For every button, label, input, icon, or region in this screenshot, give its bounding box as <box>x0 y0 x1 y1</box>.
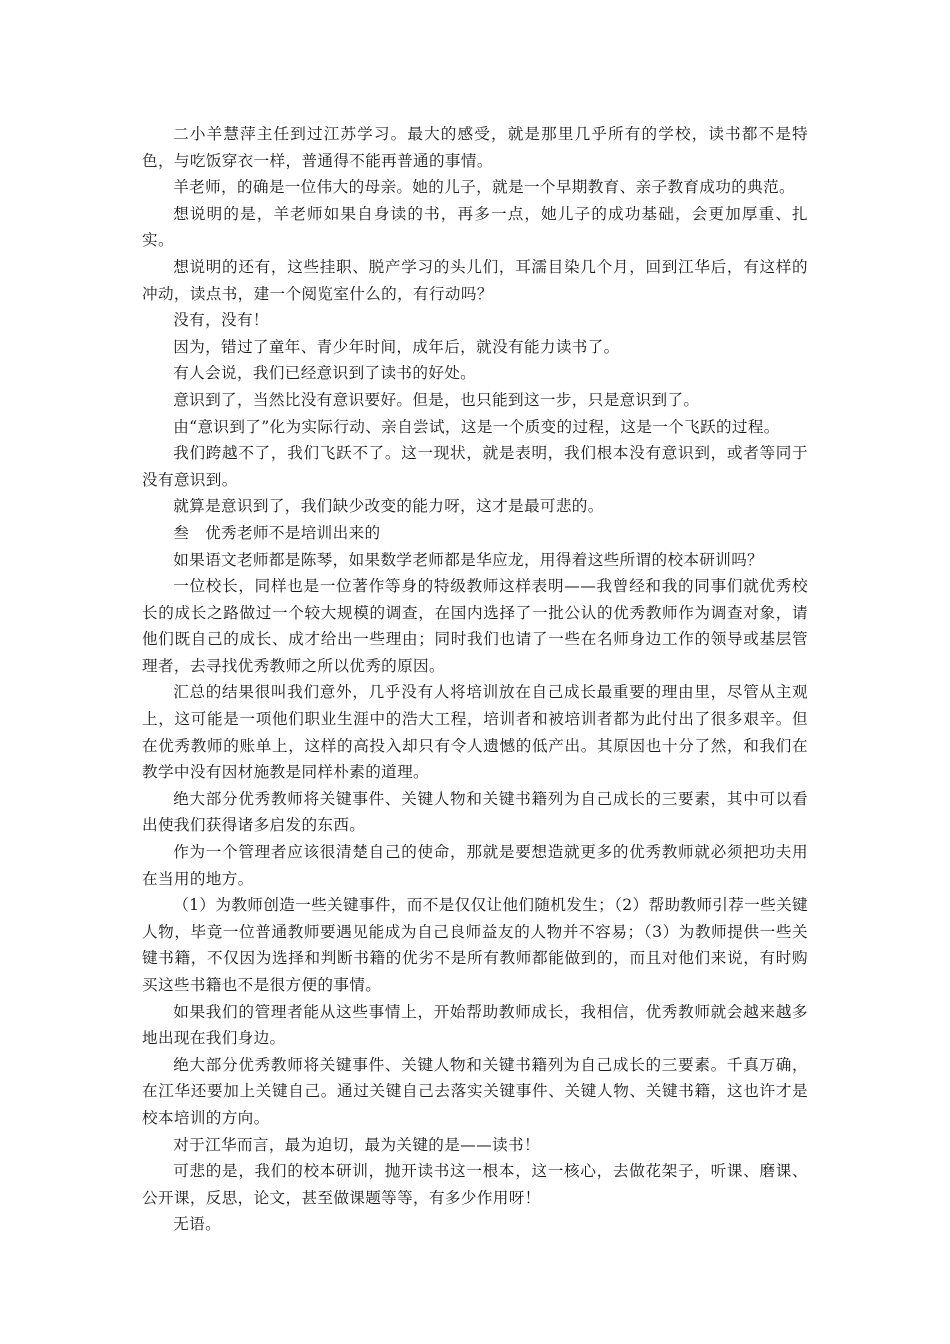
paragraph: 没有，没有！ <box>173 311 269 330</box>
paragraph: （1）为教师创造一些关键事件，而不是仅仅让他们随机发生；（2）帮助教师引荐一些关键人物，毕竟一位普通教师要遇见能成为自己良师益友的人物并不容易；（3）为教师提供一些关键书籍，不仅因为选择和判断书籍的优劣不是所有教师都能做到的，而且对他们来说，有时购买这些书籍也不是很方便的事情。 <box>142 896 808 994</box>
section-heading: 叁 优秀老师不是培训出来的 <box>173 523 381 542</box>
paragraph: 作为一个管理者应该很清楚自己的使命，那就是要想造就更多的优秀教师就必须把功夫用在当用的地方。 <box>142 843 808 888</box>
paragraph: 对于江华而言，最为迫切，最为关键的是——读书！ <box>173 1135 540 1154</box>
paragraph: 羊老师，的确是一位伟大的母亲。她的儿子，就是一个早期教育、亲子教育成功的典范。 <box>173 178 795 197</box>
paragraph: 如果我们的管理者能从这些事情上，开始帮助教师成长，我相信，优秀教师就会越来越多地出现在我们身边。 <box>142 1002 808 1048</box>
paragraph: 如果语文老师都是陈琴，如果数学老师都是华应龙，用得着这些所谓的校本研训吗？ <box>173 550 764 569</box>
paragraph: 就算是意识到了，我们缺少改变的能力呀，这才是最可悲的。 <box>173 497 604 516</box>
paragraph: 二小羊慧萍主任到过江苏学习。最大的感受，就是那里几乎所有的学校，读书都不是特色，与吃饭穿衣一样，普通得不能再普通的事情。 <box>142 125 808 170</box>
paragraph: 因为，错过了童年、青少年时间，成年后，就没有能力读书了。 <box>173 337 620 356</box>
paragraph: 无语。 <box>173 1215 222 1234</box>
paragraph: 汇总的结果很叫我们意外，几乎没有人将培训放在自己成长最重要的理由里，尽管从主观上，这可能是一项他们职业生涯中的浩大工程，培训者和被培训者都为此付出了很多艰辛。但在优秀教师的账单上，这样的高投入却只有令人遗憾的低产出。其原因也十分了然，和我们在教学中没有因材施教是同样朴素的道理。 <box>142 683 808 782</box>
document-body <box>142 121 808 1238</box>
paragraph: 意识到了，当然比没有意识要好。但是，也只能到这一步，只是意识到了。 <box>173 390 700 409</box>
paragraph: 想说明的是，羊老师如果自身读的书，再多一点，她儿子的成功基础，会更加厚重、扎实。 <box>142 204 808 250</box>
paragraph: 想说明的还有，这些挂职、脱产学习的头儿们，耳濡目染几个月，回到江华后，有这样的冲动，读点书，建一个阅览室什么的，有行动吗？ <box>142 257 808 303</box>
paragraph: 一位校长，同样也是一位著作等身的特级教师这样表明——我曾经和我的同事们就优秀校长的成长之路做过一个较大规模的调查，在国内选择了一批公认的优秀教师作为调查对象，请他们既自己的成长、成才给出一些理由；同时我们也请了一些在名师身边工作的领导或基层管理者，去寻找优秀教师之所以优秀的原因。 <box>142 577 808 675</box>
paragraph: 可悲的是，我们的校本研训，抛开读书这一根本，这一核心，去做花架子，听课、磨课、公开课，反思，论文，甚至做课题等等，有多少作用呀！ <box>142 1162 808 1207</box>
paragraph: 我们跨越不了，我们飞跃不了。这一现状，就是表明，我们根本没有意识到，或者等同于没有意识到。 <box>142 444 808 489</box>
paragraph: 绝大部分优秀教师将关键事件、关键人物和关键书籍列为自己成长的三要素。千真万确，在江华还要加上关键自己。通过关键自己去落实关键事件、关键人物、关键书籍，这也许才是校本培训的方向。 <box>142 1055 808 1127</box>
paragraph: 由“意识到了”化为实际行动、亲自尝试，这是一个质变的过程，这是一个飞跃的过程。 <box>173 417 780 436</box>
paragraph: 绝大部分优秀教师将关键事件、关键人物和关键书籍列为自己成长的三要素，其中可以看出使我们获得诸多启发的东西。 <box>142 789 808 835</box>
paragraph: 有人会说，我们已经意识到了读书的好处。 <box>173 364 477 383</box>
